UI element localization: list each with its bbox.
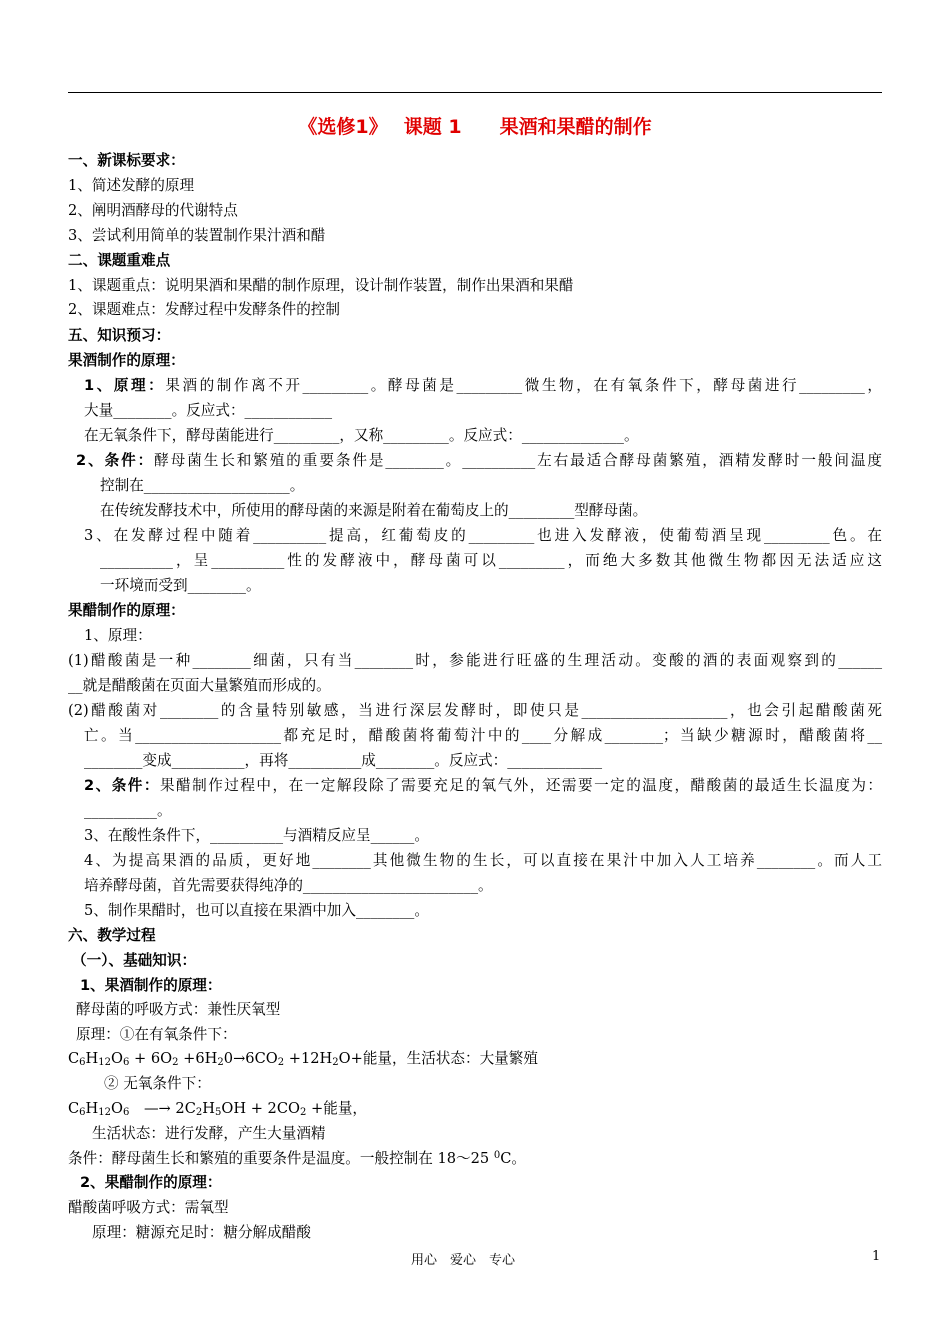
wine-condition-label: 2、条件： (76, 452, 155, 469)
wine-principle-label: 1、原理： (84, 377, 166, 394)
vinegar-item-5: 5、制作果醋时，也可以直接在果酒中加入________。 (84, 902, 429, 919)
section-heading-standards: 一、新课标要求： (68, 152, 185, 169)
vinegar-p2-line-3: ________变成__________，再将__________成________。反应式：_____________ (84, 752, 603, 769)
vinegar-condition-line-2: __________。 (84, 802, 172, 819)
temperature-condition: 条件：酵母菌生长和繁殖的重要条件是温度。一般控制在 18～25 $^0$C。 (68, 1150, 526, 1167)
vinegar-p2-line-1: (2)醋酸菌对________的含量特别敏感，当进行深层发酵时，即使只是____________________，也会引起醋酸菌死 (68, 702, 882, 719)
section-heading-teaching: 六、教学过程 (68, 927, 156, 944)
anaerobic-life-state: 生活状态：进行发酵，产生大量酒精 (92, 1125, 326, 1142)
wine-principle-line-1: 1、原理：果酒的制作离不开_________。酵母菌是_________微生物，在有氧条件下，酵母菌进行_________， (84, 377, 882, 394)
anaerobic-condition-label: ② 无氧条件下： (104, 1075, 211, 1092)
wine-item-3-line-3: 一环境而受到________。 (100, 577, 261, 594)
standards-item-2: 2、阐明酒酵母的代谢特点 (68, 202, 238, 219)
vinegar-condition-label: 2、条件： (84, 777, 160, 794)
anaerobic-equation: $C_6H_{12}O_6$ —→ $2C_2H_5OH + 2CO_2$ +能量， (68, 1100, 368, 1118)
vinegar-p1-line-1: (1)醋酸菌是一种________细菌，只有当________时，参能进行旺盛的生理活动。变酸的酒的表面观察到的______ (68, 652, 882, 669)
page-title: 《选修1》 课题 1 果酒和果醋的制作 (298, 116, 652, 138)
wine-making-principle-heading: 1、果酒制作的原理： (80, 977, 222, 994)
vinegar-principle-label: 1、原理： (84, 627, 152, 644)
vinegar-p2-line-2: 亡。当____________________都充足时，醋酸菌将葡萄汁中的____分解成________；当缺少糖源时，醋酸菌将__ (84, 727, 882, 744)
wine-condition-line-3: 在传统发酵技术中，所使用的酵母菌的来源是附着在葡萄皮上的_________型酵母菌。 (100, 502, 648, 519)
standards-item-1: 1、简述发酵的原理 (68, 177, 195, 194)
wine-principle-line-2: 大量________。反应式：____________ (84, 402, 333, 419)
wine-principle-heading: 果酒制作的原理： (68, 352, 185, 369)
yeast-respiration-mode: 酵母菌的呼吸方式：兼性厌氧型 (76, 1001, 281, 1018)
wine-item-3-line-2: __________，呈__________性的发酵液中，酵母菌可以_________，而绝大多数其他微生物都因无法适应这 (100, 552, 882, 569)
vinegar-item-3: 3、在酸性条件下，__________与酒精反应呈______。 (84, 827, 429, 844)
vinegar-making-principle-heading: 2、果醋制作的原理： (80, 1174, 222, 1191)
wine-condition-line-2: 控制在____________________。 (100, 477, 305, 494)
aerobic-condition-label: 原理：①在有氧条件下： (76, 1026, 237, 1043)
acetobacter-respiration-mode: 醋酸菌呼吸方式：需氧型 (68, 1199, 229, 1216)
vinegar-p1-line-2: __就是醋酸菌在页面大量繁殖而形成的。 (68, 677, 331, 694)
vinegar-item-4-line-1: 4、为提高果酒的品质，更好地________其他微生物的生长，可以直接在果汁中加入人工培养________。而人工 (84, 852, 882, 869)
aerobic-equation: $C_6H_{12}O_6 + 6O_2 +6H_20\to 6CO_2 +12H_2O+$能量，生活状态：大量繁殖 (68, 1050, 538, 1068)
key-point-item-2: 2、课题难点：发酵过程中发酵条件的控制 (68, 301, 340, 318)
wine-condition-line-1: 2、条件：酵母菌生长和繁殖的重要条件是________。__________左右最适合酵母菌繁殖，酒精发酵时一般间温度 (76, 452, 883, 469)
standards-item-3: 3、尝试利用简单的装置制作果汁酒和醋 (68, 227, 326, 244)
vinegar-condition-line-1: 2、条件：果醋制作过程中，在一定解段除了需要充足的氧气外，还需要一定的温度，醋酸菌的最适生长温度为： (84, 777, 882, 794)
section-heading-key-points: 二、课题重难点 (68, 252, 171, 269)
basic-knowledge-heading: （一）、基础知识： (72, 952, 197, 969)
key-point-item-1: 1、课题重点：说明果酒和果醋的制作原理，设计制作装置，制作出果酒和果醋 (68, 277, 574, 294)
vinegar-item-4-line-2: 培养酵母菌，首先需要获得纯净的________________________。 (84, 877, 493, 894)
page-number: 1 (872, 1249, 881, 1264)
section-heading-preview: 五、知识预习： (68, 327, 171, 344)
vinegar-sugar-principle: 原理：糖源充足时：糖分解成醋酸 (92, 1224, 311, 1241)
wine-item-3-line-1: 3、在发酵过程中随着__________提高，红葡萄皮的_________也进入发酵液，使葡萄酒呈现_________色。在 (84, 527, 882, 544)
header-rule (68, 92, 882, 93)
wine-principle-line-3: 在无氧条件下，酵母菌能进行_________，又称_________。反应式：______________。 (84, 427, 639, 444)
vinegar-principle-heading: 果醋制作的原理： (68, 602, 185, 619)
footer-motto: 用心 爱心 专心 (411, 1253, 516, 1268)
